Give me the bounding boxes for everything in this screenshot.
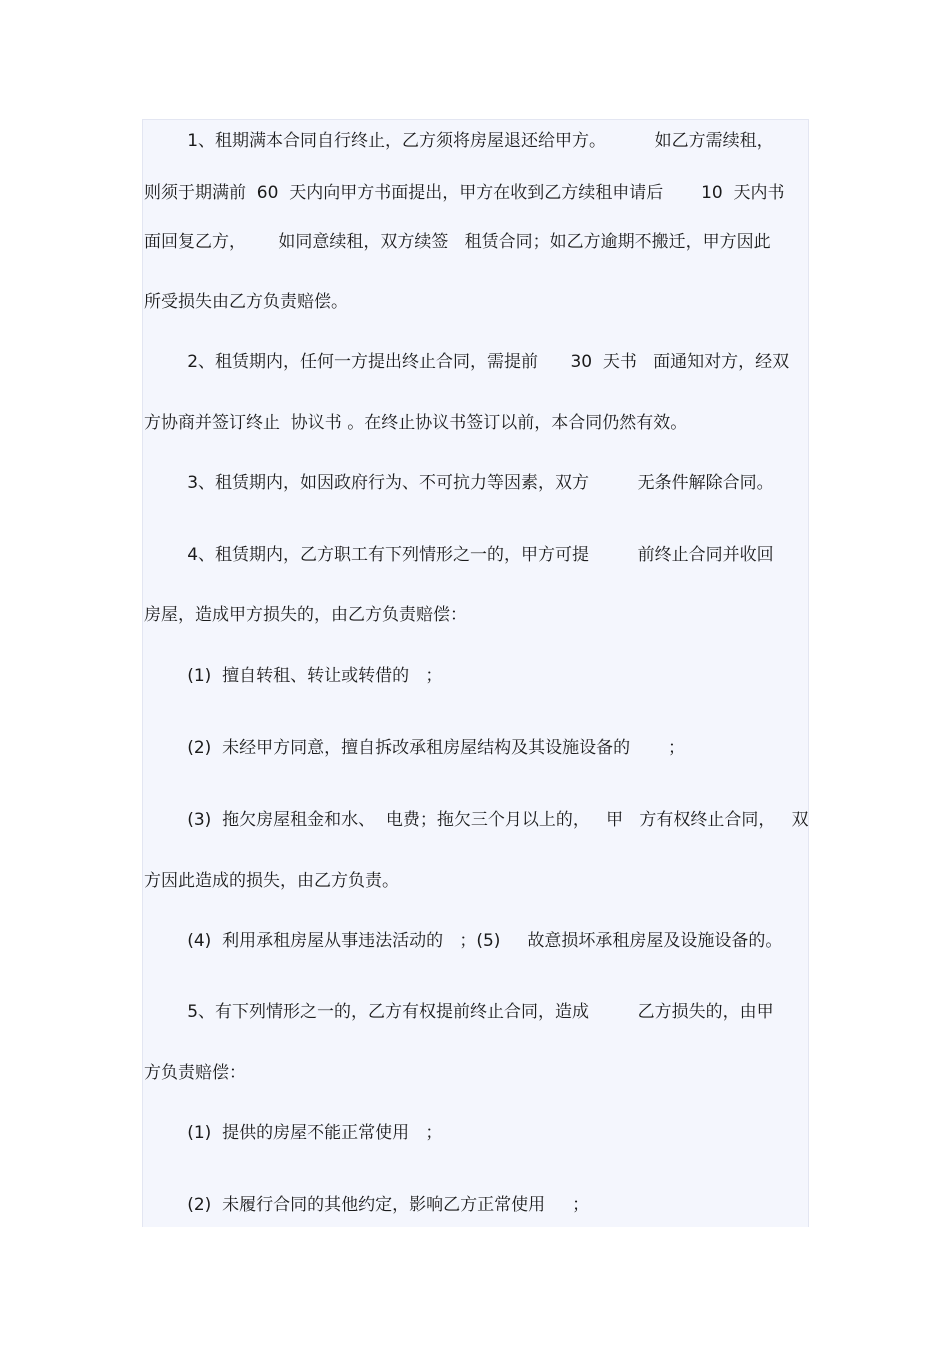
text-line: 方协商并签订终止 协议书 。在终止协议书签订以前，本合同仍然有效。 xyxy=(144,413,688,433)
text-line: 1、租期满本合同自行终止，乙方须将房屋退还给甲方。 如乙方需续租， xyxy=(144,131,774,151)
text-line: 则须于期满前 60 天内向甲方书面提出，甲方在收到乙方续租申请后 10 天内书 xyxy=(144,183,785,203)
text-line: 4、租赁期内，乙方职工有下列情形之一的，甲方可提 前终止合同并收回 xyxy=(144,545,774,565)
text-line: 方因此造成的损失，由乙方负责。 xyxy=(144,871,399,891)
text-line: (2) 未经甲方同意，擅自拆改承租房屋结构及其设施设备的 ； xyxy=(144,738,685,758)
text-line: 2、租赁期内，任何一方提出终止合同，需提前 30 天书 面通知对方，经双 xyxy=(144,352,790,372)
text-line: (4) 利用承租房屋从事违法活动的 ；(5) 故意损坏承租房屋及设施设备的。 xyxy=(144,931,783,951)
text-line: 面回复乙方， 如同意续租，双方续签 租赁合同；如乙方逾期不搬迁，甲方因此 xyxy=(144,232,771,252)
text-line: (3) 拖欠房屋租金和水、 电费；拖欠三个月以上的， 甲 方有权终止合同， 双 xyxy=(144,810,809,830)
text-line: 所受损失由乙方负责赔偿。 xyxy=(144,292,348,312)
text-line: (2) 未履行合同的其他约定，影响乙方正常使用 ； xyxy=(144,1195,590,1215)
text-line: (1) 擅自转租、转让或转借的 ； xyxy=(144,666,443,686)
text-line: 3、租赁期内，如因政府行为、不可抗力等因素，双方 无条件解除合同。 xyxy=(144,473,774,493)
text-line: 5、有下列情形之一的，乙方有权提前终止合同，造成 乙方损失的，由甲 xyxy=(144,1002,774,1022)
text-line: 方负责赔偿： xyxy=(144,1063,246,1083)
text-line: (1) 提供的房屋不能正常使用 ； xyxy=(144,1123,443,1143)
text-line: 房屋，造成甲方损失的，由乙方负责赔偿： xyxy=(144,605,467,625)
